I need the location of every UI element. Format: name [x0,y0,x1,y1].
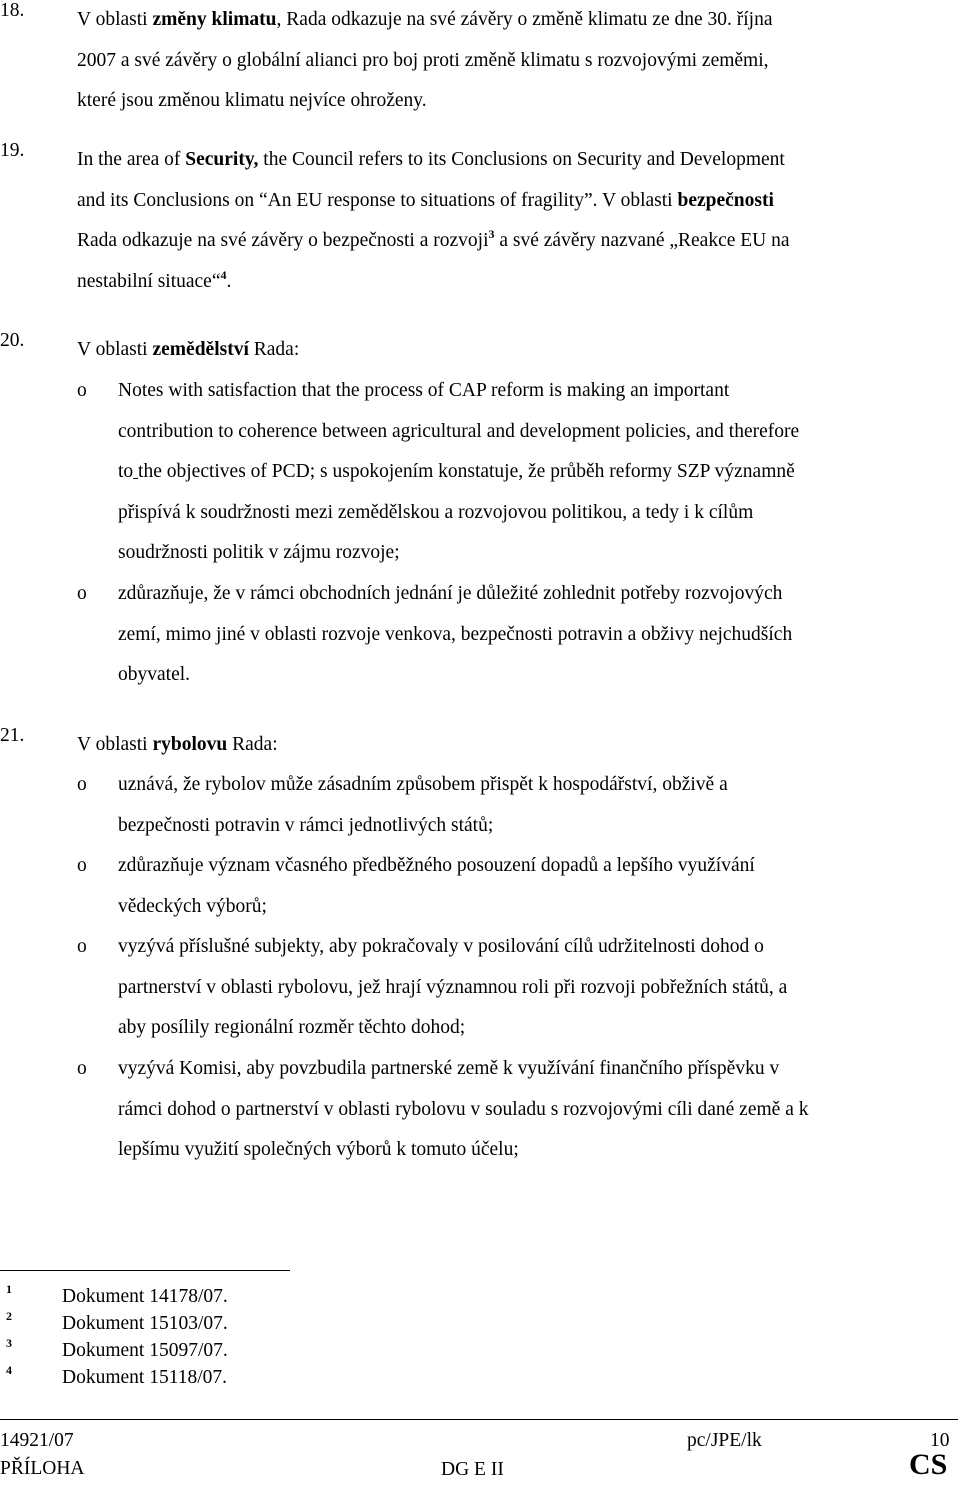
list-item-text [118,1049,954,1171]
footer-page-number: 10 [930,1430,950,1451]
footnote-number: 1 [6,1282,12,1296]
footnote-text: Dokument 15103/07. [62,1313,228,1334]
text-line: V oblasti rybolovu Rada: [77,734,278,755]
text-line: Rada odkazuje na své závěry o bezpečnosti a rozvoji$^3$ a své závěry nazvané „Reakce EU na [77,227,790,251]
text-line: které jsou změnou klimatu nejvíce ohroženy. [77,90,427,111]
text-line: partnerství v oblasti rybolovu, jež hrají významnou roli při rozvoji pobřežních států, a [118,976,788,998]
footnote-text: Dokument 14178/07. [62,1286,228,1307]
text-line: bezpečnosti potravin v rámci jednotlivých států; [118,814,494,836]
text-line: vyzývá příslušné subjekty, aby pokračovaly v posilování cílů udržitelnosti dohod o [118,936,764,957]
bullet-icon: o [77,380,87,401]
text-line: Notes with satisfaction that the process of CAP reform is making an important [118,380,730,401]
text-line: 2007 a své závěry o globální alianci pro boj proti změně klimatu s rozvojovými zeměmi, [77,49,769,71]
text-line: and its Conclusions on “An EU response to situations of fragility”. V oblasti bezpečnosti [77,189,774,211]
paragraph-body [77,140,952,302]
footnote-number: 3 [6,1336,12,1350]
paragraph-number: 21. [0,725,25,746]
footnote-text: Dokument 15097/07. [62,1340,228,1361]
text-line: obyvatel. [118,664,191,685]
paragraph-number: 19. [0,140,25,161]
footnote-number: 2 [6,1309,12,1323]
text-line: In the area of Security, the Council refers to its Conclusions on Security and Development [77,149,785,170]
text-line: přispívá k soudržnosti mezi zemědělskou a rozvojovou politikou, a tedy i k cílům [118,501,754,523]
bullet-icon: o [77,855,87,876]
list-item-text [118,846,954,927]
text-line: vyzývá Komisi, aby povzbudila partnerské země k využívání finančního příspěvku v [118,1058,780,1079]
list-item-text [118,765,954,846]
list-item-text [118,371,954,574]
text-line: aby posílily regionální rozměr těchto dohod; [118,1017,466,1038]
paragraph-body [77,0,952,122]
footer-initials: pc/JPE/lk [687,1430,762,1451]
text-line: zemí, mimo jiné v oblasti rozvoje venkova, bezpečnosti potravin a obživy nejchudších [118,623,793,645]
footer-dg: DG E II [441,1459,504,1480]
paragraph-intro [77,330,952,371]
bullet-icon: o [77,1058,87,1079]
text-line: lepšímu využití společných výborů k tomuto účelu; [118,1139,519,1160]
text-line: contribution to coherence between agricultural and development policies, and therefore [118,420,800,442]
footnote-number: 4 [6,1363,12,1377]
text-line: soudržnosti politik v zájmu rozvoje; [118,542,400,563]
text-line: rámci dohod o partnerství v oblasti rybolovu v souladu s rozvojovými cíli dané země a k [118,1098,809,1120]
list-item-text [118,574,954,696]
bullet-icon: o [77,936,87,957]
text-line: V oblasti zemědělství Rada: [77,339,300,360]
footnote-1 [0,1282,500,1313]
paragraph-number: 20. [0,330,25,351]
text-line: zdůrazňuje, že v rámci obchodních jednání je důležité zohlednit potřeby rozvojových [118,583,783,604]
text-line: vědeckých výborů; [118,895,267,917]
footer-doc-number: 14921/07 [0,1430,74,1451]
list-item-text [118,927,954,1049]
footer-divider [0,1419,958,1420]
text-line: zdůrazňuje význam včasného předběžného posouzení dopadů a lepšího využívání [118,855,755,876]
text-line: nestabilní situace“$^4$. [77,267,232,292]
paragraph-intro [77,725,952,766]
text-line: to the objectives of PCD; s uspokojením konstatuje, že průběh reformy SZP významně [118,461,795,482]
footer-annex-label: PŘÍLOHA [0,1458,85,1479]
footnote-divider [0,1270,290,1271]
footnote-3 [0,1336,500,1367]
text-line: V oblasti změny klimatu, Rada odkazuje na své závěry o změně klimatu ze dne 30. října [77,9,773,30]
footer-language: CS [909,1448,948,1481]
text-line: uznává, že rybolov může zásadním způsobem přispět k hospodářství, obživě a [118,774,728,795]
paragraph-number: 18. [0,0,25,21]
bullet-icon: o [77,583,87,604]
footnote-text: Dokument 15118/07. [62,1367,228,1388]
footnote-4 [0,1363,500,1394]
footnote-2 [0,1309,500,1340]
bullet-icon: o [77,774,87,795]
